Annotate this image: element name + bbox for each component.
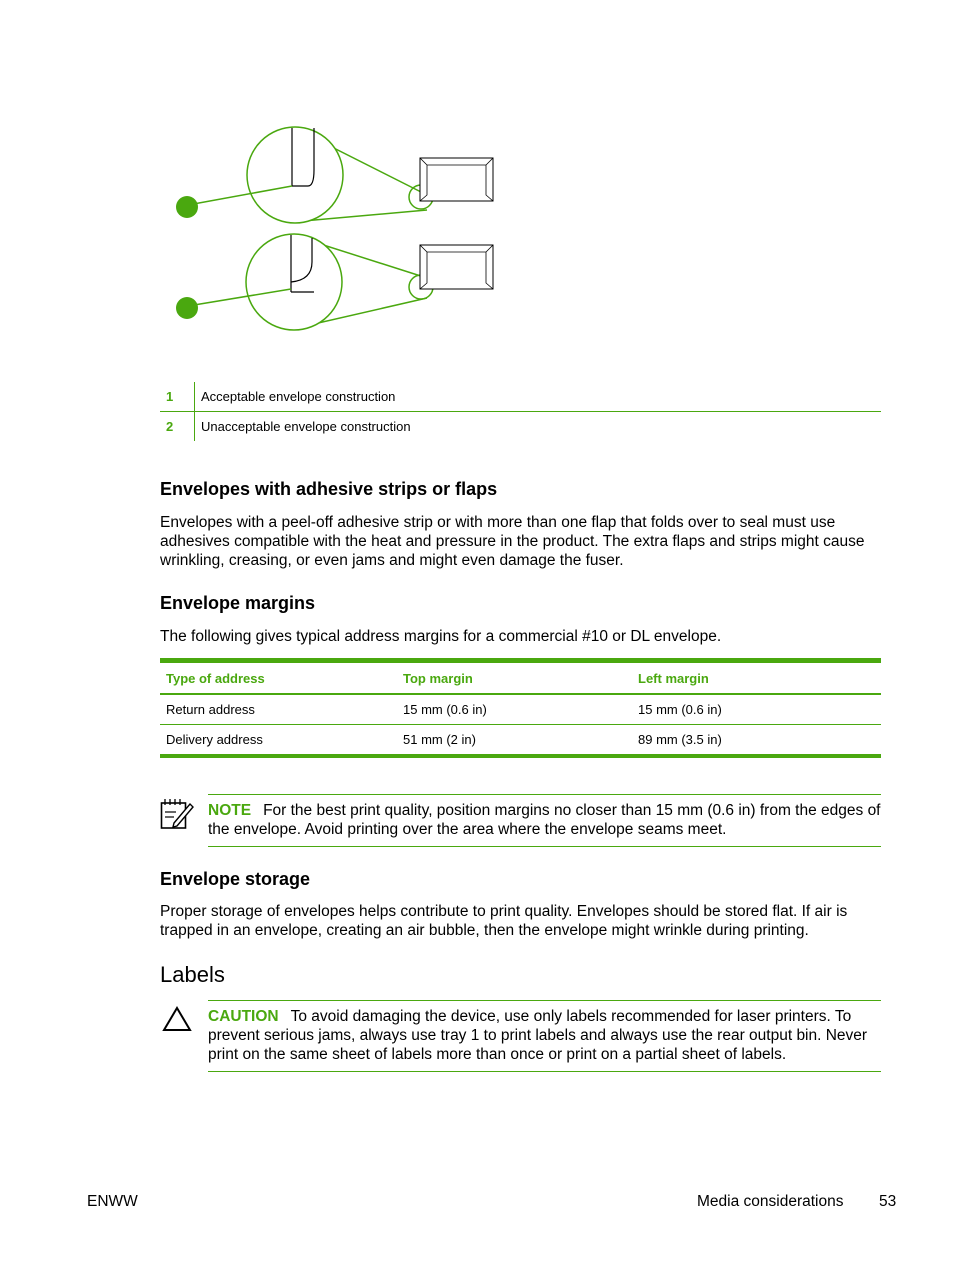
table-row	[160, 694, 881, 725]
note-icon	[160, 797, 194, 831]
note-label: NOTE	[208, 802, 252, 819]
callout-marker-1	[176, 196, 198, 218]
acceptable-envelope-illustration	[176, 127, 493, 223]
column-header-type: Type of address	[160, 661, 397, 695]
caution-label: CAUTION	[208, 1008, 279, 1025]
callout-row	[160, 412, 881, 442]
table-row	[160, 725, 881, 757]
paragraph-envelope-margins: The following gives typical address margins for a commercial #10 or DL envelope.	[160, 628, 722, 645]
callout-row	[160, 382, 881, 412]
footer-section-title: Media considerations	[697, 1193, 844, 1210]
heading-labels: Labels	[160, 962, 225, 987]
table-cell: 15 mm (0.6 in)	[397, 694, 632, 725]
caution-icon	[162, 1006, 192, 1032]
column-header-left-margin: Left margin	[632, 661, 881, 695]
table-cell: 15 mm (0.6 in)	[632, 694, 881, 725]
note-text: For the best print quality, position margins no closer than 15 mm (0.6 in) from the edges of the envelope. Avoid printing over the area where the envelope seams meet.	[208, 802, 881, 838]
paragraph-adhesive-strips: Envelopes with a peel-off adhesive strip or with more than one flap that folds over to seal must use adhesives compatible with the heat and pressure in the product. The extra flaps and strips might cause wrinkling, creasing, or even jams and might even damage the fuser.	[160, 514, 865, 569]
caution-block	[208, 1000, 881, 1072]
table-header-row	[160, 661, 881, 695]
callout-marker-2	[176, 297, 198, 319]
column-header-top-margin: Top margin	[397, 661, 632, 695]
paragraph-envelope-storage: Proper storage of envelopes helps contribute to print quality. Envelopes should be stored flat. If air is trapped in an envelope, creating an air bubble, then the envelope might wrinkle during printing.	[160, 903, 848, 939]
figure-callout-legend	[160, 382, 881, 441]
page-number: 53	[879, 1193, 897, 1210]
envelope-margins-table	[160, 658, 881, 758]
callout-number: 2	[160, 412, 195, 442]
footer-left: ENWW	[87, 1193, 138, 1210]
note-block	[208, 794, 881, 847]
table-cell: 51 mm (2 in)	[397, 725, 632, 757]
heading-adhesive-strips: Envelopes with adhesive strips or flaps	[160, 479, 498, 499]
unacceptable-envelope-illustration	[176, 234, 493, 330]
caution-text: To avoid damaging the device, use only labels recommended for laser printers. To prevent serious jams, always use tray 1 to print labels and always use the rear output bin. Never print on the same sheet of labels more than once or print on a partial sheet of labels.	[208, 1008, 868, 1063]
heading-envelope-margins: Envelope margins	[160, 593, 316, 613]
callout-text: Unacceptable envelope construction	[201, 419, 411, 434]
table-cell: Delivery address	[160, 725, 397, 757]
callout-number: 1	[160, 382, 195, 412]
callout-text: Acceptable envelope construction	[195, 382, 882, 412]
table-cell: Return address	[160, 694, 397, 725]
table-cell: 89 mm (3.5 in)	[632, 725, 881, 757]
heading-envelope-storage: Envelope storage	[160, 869, 311, 889]
envelope-construction-figure	[160, 120, 510, 340]
